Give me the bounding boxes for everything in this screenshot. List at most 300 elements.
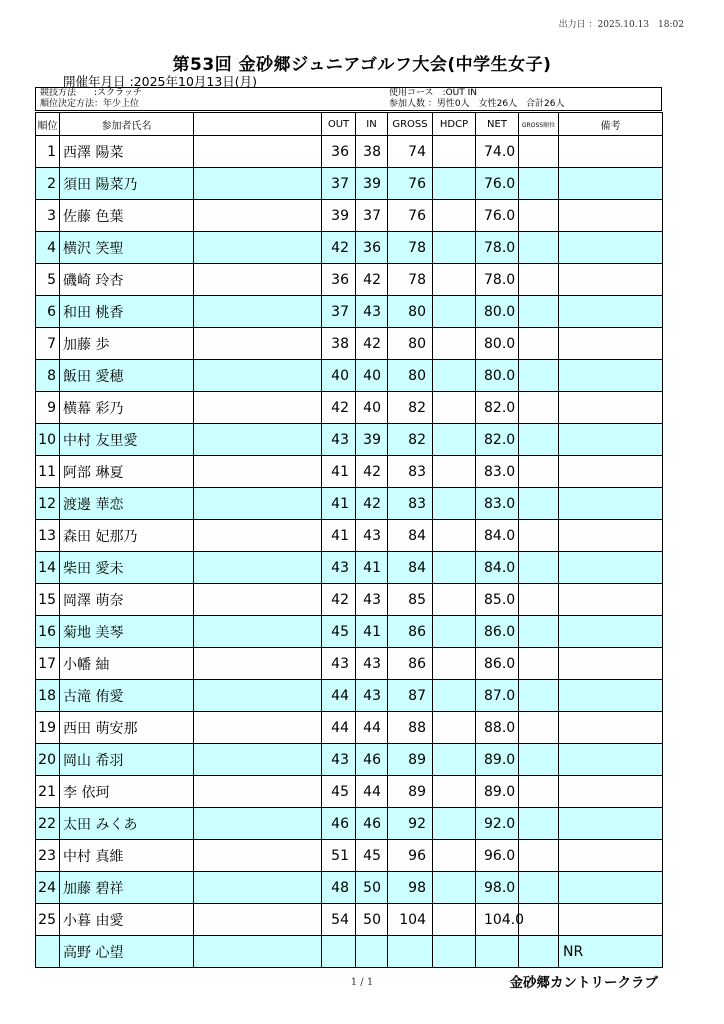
hdcp-cell xyxy=(433,392,476,424)
rank-cell: 21 xyxy=(36,776,60,808)
rank-cell: 2 xyxy=(36,168,60,200)
out-score-cell: 42 xyxy=(322,392,356,424)
gross-score-cell: 104 xyxy=(388,904,433,936)
in-score-cell: 45 xyxy=(356,840,388,872)
note-cell xyxy=(559,456,663,488)
note-cell xyxy=(559,232,663,264)
gross-score-cell xyxy=(388,936,433,968)
net-score-cell: 82.0 xyxy=(476,424,519,456)
table-row xyxy=(36,872,663,904)
note-cell: NR xyxy=(559,936,663,968)
note-cell xyxy=(559,552,663,584)
col-header-out: OUT xyxy=(322,113,356,136)
hdcp-cell xyxy=(433,264,476,296)
gross-score-cell: 76 xyxy=(388,168,433,200)
blank-cell xyxy=(194,744,322,776)
hdcp-cell xyxy=(433,168,476,200)
club-name: 金砂郷カントリークラブ xyxy=(509,975,658,991)
gross-score-cell: 88 xyxy=(388,712,433,744)
net-score-cell: 85.0 xyxy=(476,584,519,616)
gross-score-cell: 84 xyxy=(388,552,433,584)
gross-rank-cell xyxy=(519,168,559,200)
gross-rank-cell xyxy=(519,808,559,840)
gross-score-cell: 78 xyxy=(388,264,433,296)
note-cell xyxy=(559,744,663,776)
note-cell xyxy=(559,648,663,680)
out-score-cell: 41 xyxy=(322,456,356,488)
ranking-rule: 順位決定方法：年少上位 xyxy=(40,99,140,109)
in-score-cell: 42 xyxy=(356,456,388,488)
name-cell: 太田 みくあ xyxy=(60,808,194,840)
gross-rank-cell xyxy=(519,552,559,584)
name-cell: 岡澤 萌奈 xyxy=(60,584,194,616)
gross-score-cell: 82 xyxy=(388,424,433,456)
rank-cell: 13 xyxy=(36,520,60,552)
blank-cell xyxy=(194,232,322,264)
net-score-cell: 84.0 xyxy=(476,520,519,552)
course-used: 使用コース :OUT IN xyxy=(389,88,477,98)
gross-rank-cell xyxy=(519,424,559,456)
gross-rank-cell xyxy=(519,456,559,488)
table-row xyxy=(36,360,663,392)
note-cell xyxy=(559,488,663,520)
event-date: 開催年月日 :2025年10月13日(月) xyxy=(63,74,258,89)
results-body xyxy=(36,136,663,968)
out-score-cell: 43 xyxy=(322,552,356,584)
blank-cell xyxy=(194,648,322,680)
in-score-cell: 50 xyxy=(356,904,388,936)
blank-cell xyxy=(194,776,322,808)
print-date-label: 出力日 xyxy=(558,20,586,30)
table-row xyxy=(36,904,663,936)
out-score-cell: 43 xyxy=(322,424,356,456)
gross-score-cell: 89 xyxy=(388,776,433,808)
in-score-cell: 44 xyxy=(356,712,388,744)
gross-score-cell: 80 xyxy=(388,328,433,360)
name-cell: 磯崎 玲杏 xyxy=(60,264,194,296)
name-cell: 岡山 希羽 xyxy=(60,744,194,776)
note-cell xyxy=(559,136,663,168)
table-row xyxy=(36,712,663,744)
gross-score-cell: 83 xyxy=(388,456,433,488)
blank-cell xyxy=(194,616,322,648)
in-score-cell: 43 xyxy=(356,584,388,616)
gross-rank-cell xyxy=(519,488,559,520)
col-header-name: 参加者氏名 xyxy=(60,113,194,136)
gross-rank-cell xyxy=(519,232,559,264)
rank-cell: 11 xyxy=(36,456,60,488)
note-cell xyxy=(559,680,663,712)
name-cell: 西澤 陽菜 xyxy=(60,136,194,168)
note-cell xyxy=(559,168,663,200)
blank-cell xyxy=(194,136,322,168)
net-score-cell: 84.0 xyxy=(476,552,519,584)
in-score-cell: 46 xyxy=(356,744,388,776)
hdcp-cell xyxy=(433,712,476,744)
gross-rank-cell xyxy=(519,712,559,744)
table-row xyxy=(36,264,663,296)
name-cell: 渡邊 華恋 xyxy=(60,488,194,520)
blank-cell xyxy=(194,712,322,744)
note-cell xyxy=(559,712,663,744)
blank-cell xyxy=(194,264,322,296)
table-row xyxy=(36,488,663,520)
hdcp-cell xyxy=(433,360,476,392)
blank-cell xyxy=(194,424,322,456)
note-cell xyxy=(559,616,663,648)
gross-rank-cell xyxy=(519,360,559,392)
in-score-cell: 38 xyxy=(356,136,388,168)
out-score-cell xyxy=(322,936,356,968)
out-score-cell: 54 xyxy=(322,904,356,936)
out-score-cell: 48 xyxy=(322,872,356,904)
name-cell: 古滝 侑愛 xyxy=(60,680,194,712)
net-score-cell: 80.0 xyxy=(476,328,519,360)
out-score-cell: 44 xyxy=(322,712,356,744)
out-score-cell: 43 xyxy=(322,648,356,680)
table-row xyxy=(36,168,663,200)
out-score-cell: 38 xyxy=(322,328,356,360)
table-row xyxy=(36,648,663,680)
name-cell: 柴田 愛未 xyxy=(60,552,194,584)
blank-cell xyxy=(194,680,322,712)
out-score-cell: 42 xyxy=(322,584,356,616)
rank-cell: 15 xyxy=(36,584,60,616)
net-score-cell: 82.0 xyxy=(476,392,519,424)
out-score-cell: 41 xyxy=(322,520,356,552)
out-score-cell: 51 xyxy=(322,840,356,872)
table-row xyxy=(36,808,663,840)
gross-rank-cell xyxy=(519,776,559,808)
out-score-cell: 44 xyxy=(322,680,356,712)
in-score-cell: 46 xyxy=(356,808,388,840)
hdcp-cell xyxy=(433,936,476,968)
blank-cell xyxy=(194,872,322,904)
in-score-cell: 37 xyxy=(356,200,388,232)
blank-cell xyxy=(194,392,322,424)
table-row xyxy=(36,584,663,616)
net-score-cell: 86.0 xyxy=(476,648,519,680)
gross-rank-cell xyxy=(519,264,559,296)
rank-cell: 16 xyxy=(36,616,60,648)
gross-score-cell: 74 xyxy=(388,136,433,168)
gross-rank-cell xyxy=(519,840,559,872)
gross-score-cell: 80 xyxy=(388,296,433,328)
in-score-cell: 43 xyxy=(356,680,388,712)
table-row xyxy=(36,392,663,424)
name-cell: 横沢 笑聖 xyxy=(60,232,194,264)
net-score-cell: 74.0 xyxy=(476,136,519,168)
name-cell: 加藤 碧祥 xyxy=(60,872,194,904)
in-score-cell: 42 xyxy=(356,264,388,296)
net-score-cell: 89.0 xyxy=(476,744,519,776)
hdcp-cell xyxy=(433,200,476,232)
in-score-cell: 43 xyxy=(356,520,388,552)
out-score-cell: 43 xyxy=(322,744,356,776)
name-cell: 森田 妃那乃 xyxy=(60,520,194,552)
page-number: 1 / 1 xyxy=(350,977,374,988)
gross-rank-cell xyxy=(519,392,559,424)
in-score-cell: 43 xyxy=(356,296,388,328)
hdcp-cell xyxy=(433,872,476,904)
net-score-cell: 76.0 xyxy=(476,200,519,232)
net-score-cell: 80.0 xyxy=(476,360,519,392)
blank-cell xyxy=(194,904,322,936)
gross-score-cell: 96 xyxy=(388,840,433,872)
net-score-cell: 86.0 xyxy=(476,616,519,648)
col-header-hdcp: HDCP xyxy=(433,113,476,136)
in-score-cell xyxy=(356,936,388,968)
hdcp-cell xyxy=(433,904,476,936)
in-score-cell: 42 xyxy=(356,328,388,360)
net-score-cell: 89.0 xyxy=(476,776,519,808)
gross-score-cell: 87 xyxy=(388,680,433,712)
competition-method: 競技方法 :スクラッチ xyxy=(40,88,142,98)
gross-rank-cell xyxy=(519,520,559,552)
hdcp-cell xyxy=(433,424,476,456)
gross-rank-cell xyxy=(519,872,559,904)
gross-score-cell: 86 xyxy=(388,648,433,680)
note-cell xyxy=(559,360,663,392)
hdcp-cell xyxy=(433,840,476,872)
name-cell: 菊地 美琴 xyxy=(60,616,194,648)
col-header-gross: GROSS xyxy=(388,113,433,136)
table-row xyxy=(36,936,663,968)
hdcp-cell xyxy=(433,648,476,680)
net-score-cell: 76.0 xyxy=(476,168,519,200)
gross-rank-cell xyxy=(519,200,559,232)
rank-cell: 14 xyxy=(36,552,60,584)
gross-score-cell: 76 xyxy=(388,200,433,232)
note-cell xyxy=(559,392,663,424)
hdcp-cell xyxy=(433,680,476,712)
blank-cell xyxy=(194,168,322,200)
net-score-cell: 104.0 xyxy=(476,904,519,936)
print-date-value: ：2025.10.13 18:02 xyxy=(588,20,684,30)
blank-cell xyxy=(194,936,322,968)
name-cell: 飯田 愛穂 xyxy=(60,360,194,392)
blank-cell xyxy=(194,328,322,360)
gross-rank-cell xyxy=(519,744,559,776)
in-score-cell: 39 xyxy=(356,424,388,456)
net-score-cell: 83.0 xyxy=(476,488,519,520)
in-score-cell: 50 xyxy=(356,872,388,904)
rank-cell: 5 xyxy=(36,264,60,296)
table-row xyxy=(36,424,663,456)
gross-score-cell: 92 xyxy=(388,808,433,840)
gross-score-cell: 82 xyxy=(388,392,433,424)
blank-cell xyxy=(194,296,322,328)
rank-cell: 9 xyxy=(36,392,60,424)
table-row xyxy=(36,680,663,712)
name-cell: 李 依珂 xyxy=(60,776,194,808)
col-header-rank: 順位 xyxy=(36,113,60,136)
gross-score-cell: 83 xyxy=(388,488,433,520)
table-header-row xyxy=(36,113,663,136)
table-row xyxy=(36,456,663,488)
gross-rank-cell xyxy=(519,648,559,680)
out-score-cell: 45 xyxy=(322,616,356,648)
name-cell: 阿部 琳夏 xyxy=(60,456,194,488)
rank-cell: 25 xyxy=(36,904,60,936)
out-score-cell: 36 xyxy=(322,264,356,296)
page-title: 第53回 金砂郷ジュニアゴルフ大会(中学生女子) xyxy=(172,55,552,75)
out-score-cell: 37 xyxy=(322,296,356,328)
name-cell: 小暮 由愛 xyxy=(60,904,194,936)
blank-cell xyxy=(194,520,322,552)
net-score-cell: 80.0 xyxy=(476,296,519,328)
rank-cell: 19 xyxy=(36,712,60,744)
in-score-cell: 43 xyxy=(356,648,388,680)
hdcp-cell xyxy=(433,232,476,264)
note-cell xyxy=(559,296,663,328)
rank-cell: 20 xyxy=(36,744,60,776)
net-score-cell: 96.0 xyxy=(476,840,519,872)
net-score-cell: 83.0 xyxy=(476,456,519,488)
table-row xyxy=(36,776,663,808)
in-score-cell: 41 xyxy=(356,616,388,648)
note-cell xyxy=(559,872,663,904)
out-score-cell: 40 xyxy=(322,360,356,392)
name-cell: 西田 萌安那 xyxy=(60,712,194,744)
hdcp-cell xyxy=(433,520,476,552)
table-row xyxy=(36,744,663,776)
note-cell xyxy=(559,584,663,616)
name-cell: 横幕 彩乃 xyxy=(60,392,194,424)
gross-rank-cell xyxy=(519,904,559,936)
name-cell: 高野 心望 xyxy=(60,936,194,968)
hdcp-cell xyxy=(433,552,476,584)
note-cell xyxy=(559,264,663,296)
hdcp-cell xyxy=(433,136,476,168)
hdcp-cell xyxy=(433,488,476,520)
net-score-cell: 78.0 xyxy=(476,232,519,264)
gross-score-cell: 80 xyxy=(388,360,433,392)
in-score-cell: 44 xyxy=(356,776,388,808)
name-cell: 小幡 紬 xyxy=(60,648,194,680)
rank-cell: 12 xyxy=(36,488,60,520)
note-cell xyxy=(559,808,663,840)
note-cell xyxy=(559,904,663,936)
col-header-net: NET xyxy=(476,113,519,136)
col-header-in: IN xyxy=(356,113,388,136)
table-row xyxy=(36,232,663,264)
table-row xyxy=(36,328,663,360)
table-row xyxy=(36,520,663,552)
gross-score-cell: 98 xyxy=(388,872,433,904)
table-row xyxy=(36,552,663,584)
hdcp-cell xyxy=(433,328,476,360)
note-cell xyxy=(559,840,663,872)
blank-cell xyxy=(194,808,322,840)
table-row xyxy=(36,296,663,328)
in-score-cell: 36 xyxy=(356,232,388,264)
col-header-notes: 備考 xyxy=(559,113,663,136)
gross-score-cell: 84 xyxy=(388,520,433,552)
out-score-cell: 42 xyxy=(322,232,356,264)
in-score-cell: 39 xyxy=(356,168,388,200)
rank-cell: 8 xyxy=(36,360,60,392)
note-cell xyxy=(559,520,663,552)
net-score-cell: 78.0 xyxy=(476,264,519,296)
hdcp-cell xyxy=(433,296,476,328)
table-row xyxy=(36,200,663,232)
blank-cell xyxy=(194,840,322,872)
blank-cell xyxy=(194,360,322,392)
participant-count: 参加人数 ：男性0人 女性26人 合計26人 xyxy=(389,99,565,109)
out-score-cell: 36 xyxy=(322,136,356,168)
gross-rank-cell xyxy=(519,136,559,168)
note-cell xyxy=(559,776,663,808)
gross-rank-cell xyxy=(519,584,559,616)
gross-score-cell: 85 xyxy=(388,584,433,616)
out-score-cell: 46 xyxy=(322,808,356,840)
hdcp-cell xyxy=(433,456,476,488)
rank-cell: 24 xyxy=(36,872,60,904)
hdcp-cell xyxy=(433,584,476,616)
table-row xyxy=(36,616,663,648)
out-score-cell: 45 xyxy=(322,776,356,808)
gross-rank-cell xyxy=(519,328,559,360)
rank-cell: 1 xyxy=(36,136,60,168)
rank-cell: 10 xyxy=(36,424,60,456)
rank-cell: 22 xyxy=(36,808,60,840)
hdcp-cell xyxy=(433,808,476,840)
gross-score-cell: 89 xyxy=(388,744,433,776)
net-score-cell: 92.0 xyxy=(476,808,519,840)
blank-cell xyxy=(194,552,322,584)
in-score-cell: 40 xyxy=(356,392,388,424)
gross-rank-cell xyxy=(519,680,559,712)
name-cell: 佐藤 色葉 xyxy=(60,200,194,232)
net-score-cell: 88.0 xyxy=(476,712,519,744)
hdcp-cell xyxy=(433,776,476,808)
note-cell xyxy=(559,424,663,456)
rank-cell: 18 xyxy=(36,680,60,712)
competition-info-box xyxy=(35,87,662,111)
print-timestamp xyxy=(559,17,684,30)
gross-score-cell: 86 xyxy=(388,616,433,648)
results-table xyxy=(35,112,663,968)
in-score-cell: 42 xyxy=(356,488,388,520)
gross-rank-cell xyxy=(519,616,559,648)
col-header-blank xyxy=(194,113,322,136)
rank-cell: 7 xyxy=(36,328,60,360)
col-header-gross-rank: GROSS順位 xyxy=(519,113,559,136)
gross-rank-cell xyxy=(519,296,559,328)
out-score-cell: 41 xyxy=(322,488,356,520)
rank-cell: 23 xyxy=(36,840,60,872)
blank-cell xyxy=(194,488,322,520)
in-score-cell: 40 xyxy=(356,360,388,392)
blank-cell xyxy=(194,584,322,616)
table-row xyxy=(36,840,663,872)
note-cell xyxy=(559,200,663,232)
table-row xyxy=(36,136,663,168)
net-score-cell xyxy=(476,936,519,968)
name-cell: 加藤 歩 xyxy=(60,328,194,360)
net-score-cell: 98.0 xyxy=(476,872,519,904)
note-cell xyxy=(559,328,663,360)
rank-cell xyxy=(36,936,60,968)
rank-cell: 6 xyxy=(36,296,60,328)
in-score-cell: 41 xyxy=(356,552,388,584)
name-cell: 中村 友里愛 xyxy=(60,424,194,456)
name-cell: 和田 桃香 xyxy=(60,296,194,328)
rank-cell: 4 xyxy=(36,232,60,264)
name-cell: 須田 陽菜乃 xyxy=(60,168,194,200)
blank-cell xyxy=(194,456,322,488)
